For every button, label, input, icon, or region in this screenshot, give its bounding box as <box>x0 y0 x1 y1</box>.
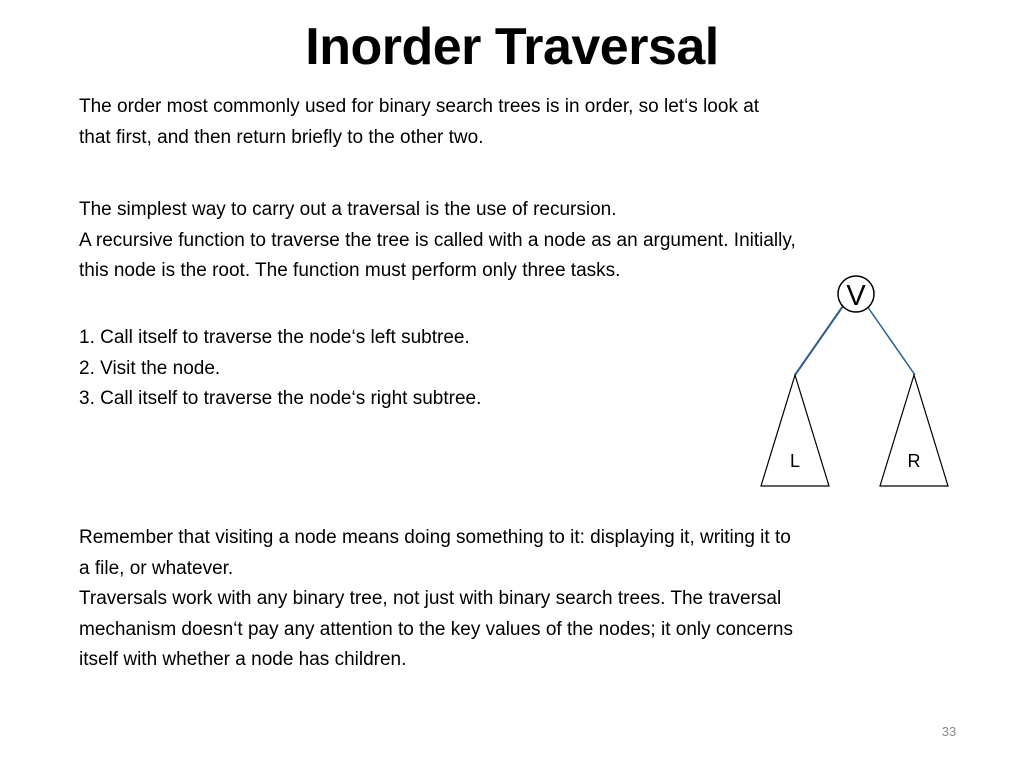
intro-paragraph <box>79 92 759 153</box>
intro-line-1: The order most commonly used for binary search trees is in order, so let‘s look at <box>79 96 760 117</box>
closing-line-2: a file, or whatever. <box>79 557 234 579</box>
root-node-label: V <box>846 280 866 312</box>
binary-tree-diagram <box>740 268 970 498</box>
slide-title: Inorder Traversal <box>305 18 719 76</box>
step-3: 3. Call itself to traverse the node‘s right subtree. <box>79 388 482 409</box>
closing-line-5: itself with whether a node has children. <box>79 649 407 670</box>
recursion-line-2: A recursive function to traverse the tree is called with a node as an argument. Initially, <box>79 229 796 251</box>
steps-list <box>79 323 481 415</box>
recursion-paragraph <box>79 195 796 287</box>
closing-line-4: mechanism doesn‘t pay any attention to the key values of the nodes; it only concerns <box>79 618 793 640</box>
left-edge <box>795 306 843 375</box>
closing-line-3: Traversals work with any binary tree, not just with binary search trees. The traversal <box>79 588 782 609</box>
intro-line-2: that first, and then return briefly to the other two. <box>79 126 484 148</box>
step-1: 1. Call itself to traverse the node‘s left subtree. <box>79 327 470 348</box>
closing-paragraph <box>79 523 793 676</box>
page-number: 33 <box>941 724 957 739</box>
recursion-line-1: The simplest way to carry out a traversal is the use of recursion. <box>79 199 617 220</box>
right-edge <box>867 306 915 375</box>
step-2: 2. Visit the node. <box>79 357 221 379</box>
recursion-line-3: this node is the root. The function must perform only three tasks. <box>79 260 621 281</box>
right-subtree-label: R <box>907 451 921 471</box>
left-subtree-label: L <box>789 451 801 471</box>
closing-line-1: Remember that visiting a node means doing something to it: displaying it, writing it to <box>79 527 791 548</box>
